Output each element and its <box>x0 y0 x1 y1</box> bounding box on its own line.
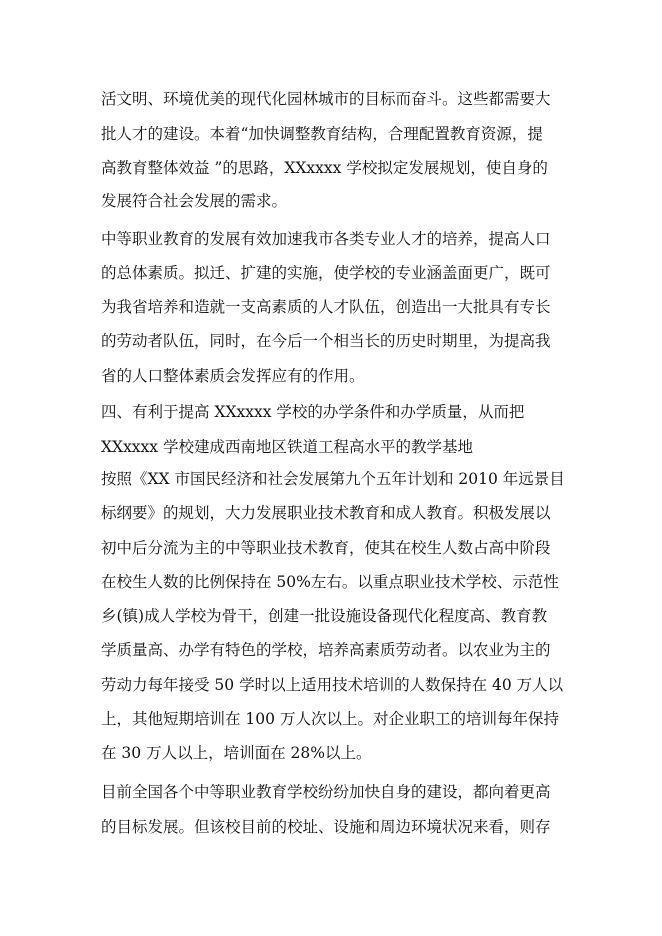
text-line: 为我省培养和造就一支高素质的人才队伍，创造出一大批具有专长 <box>101 298 551 316</box>
text-line: 劳动力每年接受 50 学时以上适用技术培训的人数保持在 40 万人以 <box>101 676 564 694</box>
section-heading: XXxxxx 学校建成西南地区铁道工程高水平的教学基地 <box>101 438 473 456</box>
section-heading: 四、有利于提高 XXxxxx 学校的办学条件和办学质量，从而把 <box>101 403 525 421</box>
text-line: 乡(镇)成人学校为骨干，创建一批设施设备现代化程度高、教育教 <box>101 607 548 625</box>
text-line: 活文明、环境优美的现代化园林城市的目标而奋斗。这些都需要大 <box>101 90 551 108</box>
text-line: 省的人口整体素质会发挥应有的作用。 <box>101 367 365 385</box>
text-line: 初中后分流为主的中等职业技术教育，使其在校生人数占高中阶段 <box>101 539 551 557</box>
text-line: 按照《XX 市国民经济和社会发展第九个五年计划和 2010 年远景目 <box>101 470 565 488</box>
text-line: 上，其他短期培训在 100 万人次以上。对企业职工的培训每年保持 <box>101 710 559 728</box>
text-line: 在 30 万人以上，培训面在 28%以上。 <box>101 744 372 762</box>
text-line: 的劳动者队伍，同时，在今后一个相当长的历史时期里，为提高我 <box>101 332 551 350</box>
text-line: 批人才的建设。本着“加快调整教育结构，合理配置教育资源，提 <box>101 125 543 143</box>
text-line: 标纲要》的规划，大力发展职业技术教育和成人教育。积极发展以 <box>101 504 551 522</box>
text-line: 的目标发展。但该校目前的校址、设施和周边环境状况来看，则存 <box>101 818 551 836</box>
text-line: 的总体素质。拟迁、扩建的实施，使学校的专业涵盖面更广，既可 <box>101 264 551 282</box>
text-line: 中等职业教育的发展有效加速我市各类专业人才的培养，提高人口 <box>101 230 551 248</box>
text-line: 在校生人数的比例保持在 50%左右。以重点职业技术学校、示范性 <box>101 573 559 591</box>
text-line: 发展符合社会发展的需求。 <box>101 192 288 210</box>
text-line: 学质量高、办学有特色的学校，培养高素质劳动者。以农业为主的 <box>101 641 551 659</box>
text-line: 高教育整体效益 ”的思路，XXxxxx 学校拟定发展规划，使自身的 <box>101 159 548 177</box>
text-line: 目前全国各个中等职业教育学校纷纷加快自身的建设，都向着更高 <box>101 783 551 801</box>
